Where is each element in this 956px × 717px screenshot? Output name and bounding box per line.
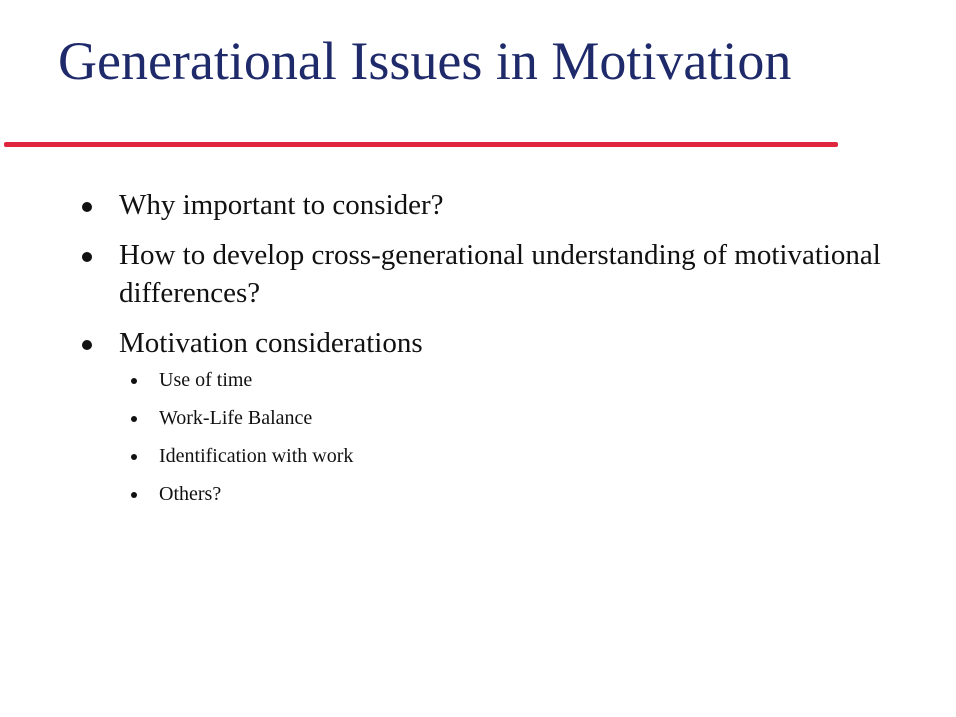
sub-bullet-dot-icon — [131, 454, 137, 460]
bullet-dot-icon — [82, 252, 92, 262]
sub-bullet-item — [82, 482, 865, 507]
sub-bullet-dot-icon — [131, 492, 137, 498]
bullet-dot-icon — [82, 340, 92, 350]
bullet-text: Why important to consider? — [119, 189, 444, 221]
bullet-text: How to develop cross-generational understanding of motivational differences? — [119, 239, 881, 309]
slide-title: Generational Issues in Motivation — [58, 31, 792, 91]
sub-bullet-dot-icon — [131, 378, 137, 384]
bullet-dot-icon — [82, 202, 92, 212]
sub-bullet-item — [82, 406, 865, 431]
bullet-item — [82, 324, 902, 507]
sub-bullet-dot-icon — [131, 416, 137, 422]
sub-bullet-text: Work-Life Balance — [159, 407, 313, 429]
bullet-list — [82, 186, 902, 520]
sub-bullet-text: Use of time — [159, 369, 253, 391]
bullet-text: Motivation considerations — [119, 327, 423, 359]
sub-bullet-list — [119, 368, 902, 507]
sub-bullet-text: Others? — [159, 483, 222, 505]
bullet-item — [82, 186, 902, 224]
sub-bullet-item — [82, 444, 865, 469]
sub-bullet-item — [82, 368, 865, 393]
bullet-item — [82, 236, 902, 312]
sub-bullet-text: Identification with work — [159, 445, 354, 467]
title-underline — [4, 142, 838, 147]
